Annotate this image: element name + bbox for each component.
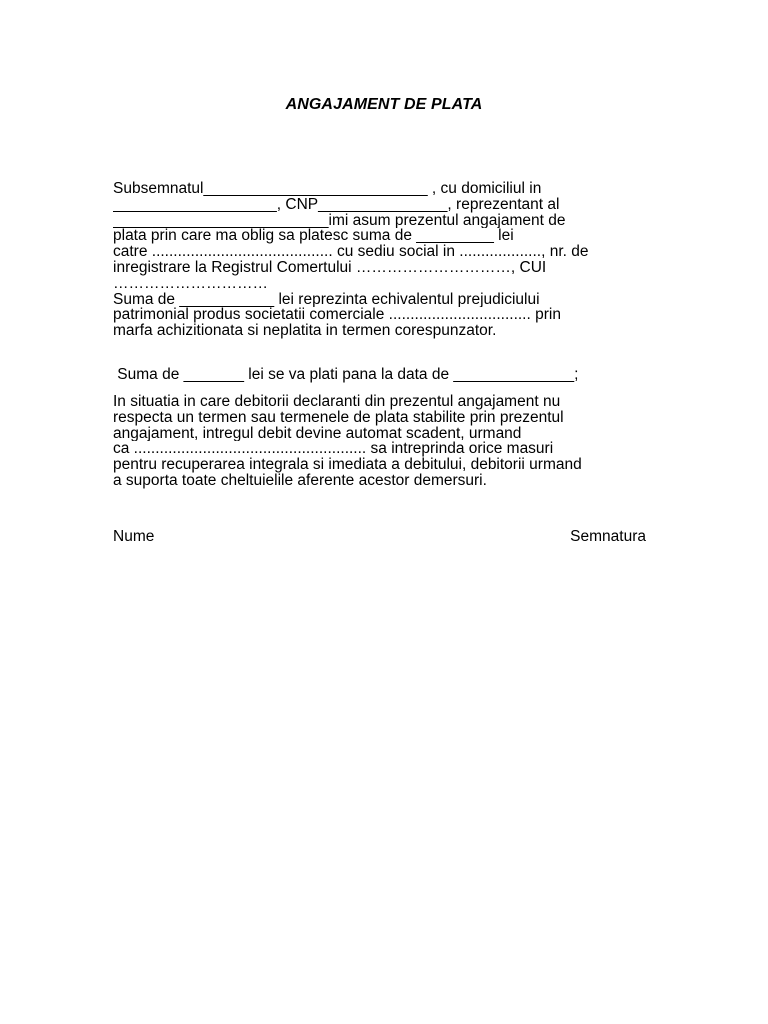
paragraph-line: inregistrare la Registrul Comertului …………………………, CUI <box>113 259 547 276</box>
payment-date-paragraph <box>113 367 653 383</box>
name-label: Nume <box>113 528 155 545</box>
paragraph-line: Suma de ___________ lei reprezinta echivalentul prejudiciului <box>113 291 540 308</box>
document-title: ANGAJAMENT DE PLATA <box>285 96 483 113</box>
default-clause-paragraph <box>113 394 653 489</box>
paragraph-line: In situatia in care debitorii declaranti din prezentul angajament nu <box>113 394 561 410</box>
paragraph-line: a suporta toate cheltuielile aferente acestor demersuri. <box>113 472 487 489</box>
paragraph-line: Suma de _______ lei se va plati pana la data de ______________; <box>113 367 579 383</box>
paragraph-line: angajament, intregul debit devine automat scadent, urmand <box>113 425 522 442</box>
paragraph-line: Subsemnatul__________________________ , cu domiciliul in <box>113 181 542 197</box>
paragraph-line: respecta un termen sau termenele de plata stabilite prin prezentul <box>113 409 564 426</box>
commitment-paragraph <box>113 181 653 339</box>
paragraph-line: marfa achizitionata si neplatita in termen corespunzator. <box>113 323 497 339</box>
paragraph-line: pentru recuperarea integrala si imediata a debitului, debitorii urmand <box>113 457 582 473</box>
paragraph-line: patrimonial produs societatii comerciale ................................. prin <box>113 307 561 324</box>
paragraph-line: _________________________imi asum prezentul angajament de <box>113 212 566 229</box>
paragraph-line: plata prin care ma oblig sa platesc suma de _________ lei <box>113 228 514 245</box>
paragraph-line: ___________________, CNP_______________, reprezentant al <box>113 196 560 213</box>
signature-label: Semnatura <box>570 528 646 545</box>
signature-row <box>113 528 646 546</box>
paragraph-line: catre .......................................... cu sediu social in ..................., nr. de <box>113 244 589 260</box>
paragraph-line: ………………………… <box>113 275 268 292</box>
paragraph-line: ca ...................................................... sa intreprinda orice masuri <box>113 441 554 458</box>
